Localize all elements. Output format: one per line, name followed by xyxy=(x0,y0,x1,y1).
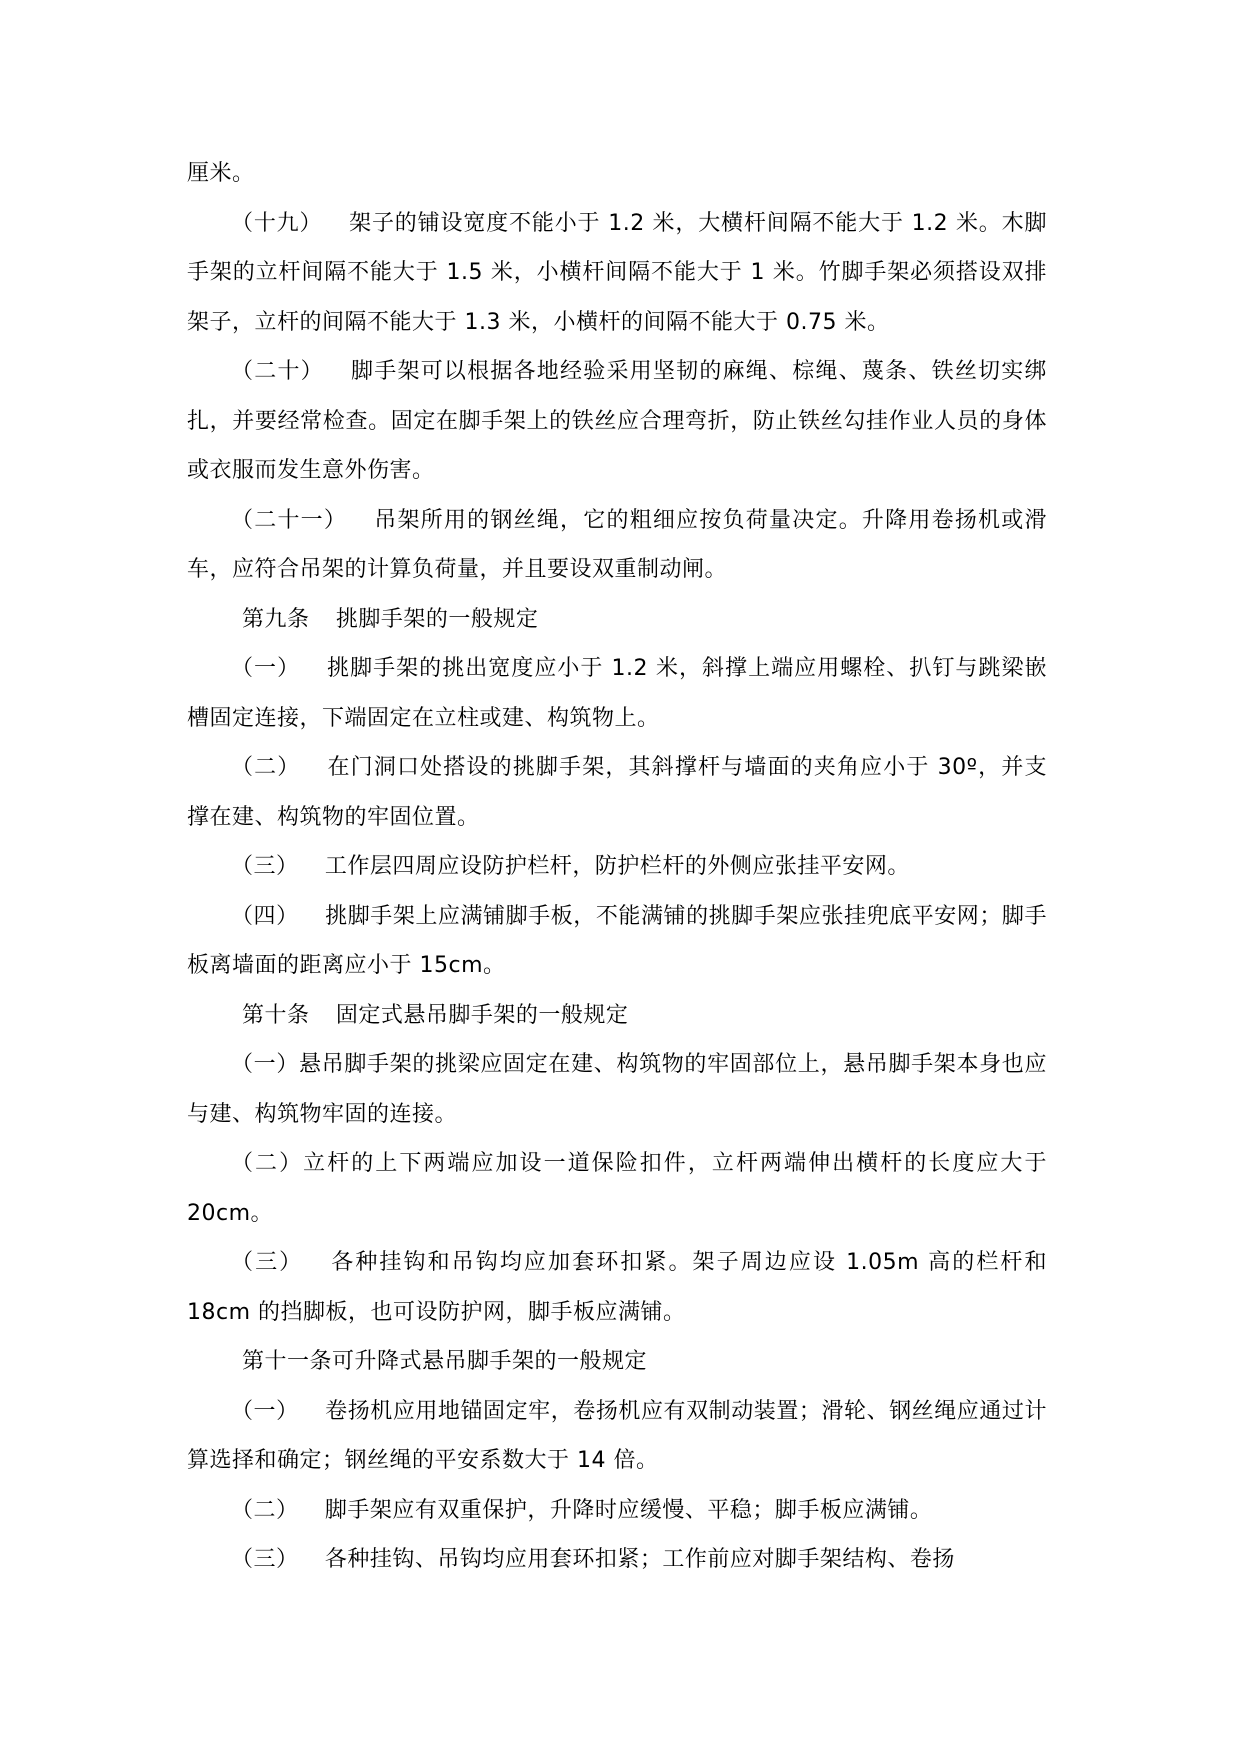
clause-text: 脚手架可以根据各地经验采用坚韧的麻绳、棕绳、蔑条、铁丝切实绑扎，并要经常检查。固定在脚手架上的铁丝应合理弯折，防止铁丝勾挂作业人员的身体或衣服而发生意外伤害。 xyxy=(187,359,1047,483)
article-label: 第九条 xyxy=(242,606,310,632)
clause-text: 脚手架应有双重保护，升降时应缓慢、平稳；脚手板应满铺。 xyxy=(324,1497,933,1523)
clause-text: 挑脚手架上应满铺脚手板，不能满铺的挑脚手架应张挂兜底平安网；脚手板离墙面的距离应小于 15cm。 xyxy=(187,903,1047,978)
clause-label: （一） xyxy=(231,1398,299,1424)
article-9-clause-4 xyxy=(187,892,1047,991)
article-10-heading xyxy=(187,991,1047,1041)
clause-label: （二十） xyxy=(231,359,324,384)
article-9-heading xyxy=(187,595,1047,645)
clause-label: （十九） xyxy=(231,210,323,236)
clause-text: 立杆的上下两端应加设一道保险扣件，立杆两端伸出横杆的长度应大于 20cm。 xyxy=(187,1151,1047,1226)
article-10-clause-3 xyxy=(187,1238,1047,1337)
clause-label: （三） xyxy=(231,854,299,879)
article-9-clause-2 xyxy=(187,743,1047,842)
clause-label: （二） xyxy=(231,1151,304,1176)
clause-label: （一） xyxy=(231,656,301,681)
clause-text: 架子的铺设宽度不能小于 1.2 米，大横杆间隔不能大于 1.2 米。木脚手架的立杆间隔不能大于 1.5 米，小横杆间隔不能大于 1 米。竹脚手架必须搭设双排架子，立杆的间隔不能大于 1.3 米，小横杆的间隔不能大于 0.75 米。 xyxy=(187,210,1047,335)
document-body xyxy=(187,149,1047,1585)
paragraph-continuation xyxy=(187,149,1047,199)
article-11-clause-1 xyxy=(187,1387,1047,1486)
clause-text: 各种挂钩、吊钩均应用套环扣紧；工作前应对脚手架结构、卷扬 xyxy=(324,1547,955,1572)
article-title: 可升降式悬吊脚手架的一般规定 xyxy=(332,1349,648,1374)
article-9-clause-3 xyxy=(187,842,1047,892)
clause-label: （二） xyxy=(231,755,301,780)
clause-text: 悬吊脚手架的挑梁应固定在建、构筑物的牢固部位上，悬吊脚手架本身也应与建、构筑物牢固的连接。 xyxy=(187,1052,1047,1127)
article-10-clause-1 xyxy=(187,1040,1047,1139)
article-title: 挑脚手架的一般规定 xyxy=(335,606,539,632)
clause-label: （四） xyxy=(231,903,299,929)
clause-text: 挑脚手架的挑出宽度应小于 1.2 米，斜撑上端应用螺栓、扒钉与跳梁嵌槽固定连接，下端固定在立柱或建、构筑物上。 xyxy=(187,656,1047,731)
clause-text: 卷扬机应用地锚固定牢，卷扬机应有双制动装置；滑轮、钢丝绳应通过计算选择和确定；钢丝绳的平安系数大于 14 倍。 xyxy=(187,1398,1047,1473)
clause-label: （一） xyxy=(231,1052,300,1077)
clause-19 xyxy=(187,199,1047,348)
clause-text: 各种挂钩和吊钩均应加套环扣紧。架子周边应设 1.05m 高的栏杆和 18cm 的挡脚板，也可设防护网，脚手板应满铺。 xyxy=(187,1250,1047,1325)
clause-label: （三） xyxy=(231,1250,304,1275)
article-label: 第十条 xyxy=(242,1002,310,1028)
paragraph-text: 厘米。 xyxy=(187,161,255,186)
article-title: 固定式悬吊脚手架的一般规定 xyxy=(335,1002,629,1028)
clause-label: （二） xyxy=(231,1497,299,1523)
clause-text: 在门洞口处搭设的挑脚手架，其斜撑杆与墙面的夹角应小于 30º，并支撑在建、构筑物的牢固位置。 xyxy=(187,755,1047,830)
article-9-clause-1 xyxy=(187,644,1047,743)
clause-text: 吊架所用的钢丝绳，它的粗细应按负荷量决定。升降用卷扬机或滑车，应符合吊架的计算负荷量，并且要设双重制动闸。 xyxy=(187,507,1047,582)
article-11-clause-3 xyxy=(187,1535,1047,1585)
clause-21 xyxy=(187,496,1047,595)
clause-20 xyxy=(187,347,1047,496)
article-label: 第十一条 xyxy=(242,1349,333,1374)
article-10-clause-2 xyxy=(187,1139,1047,1238)
clause-label: （三） xyxy=(231,1547,299,1572)
article-11-heading xyxy=(187,1337,1047,1387)
clause-label: （二十一） xyxy=(231,507,348,533)
article-11-clause-2 xyxy=(187,1486,1047,1536)
clause-text: 工作层四周应设防护栏杆，防护栏杆的外侧应张挂平安网。 xyxy=(324,854,910,879)
